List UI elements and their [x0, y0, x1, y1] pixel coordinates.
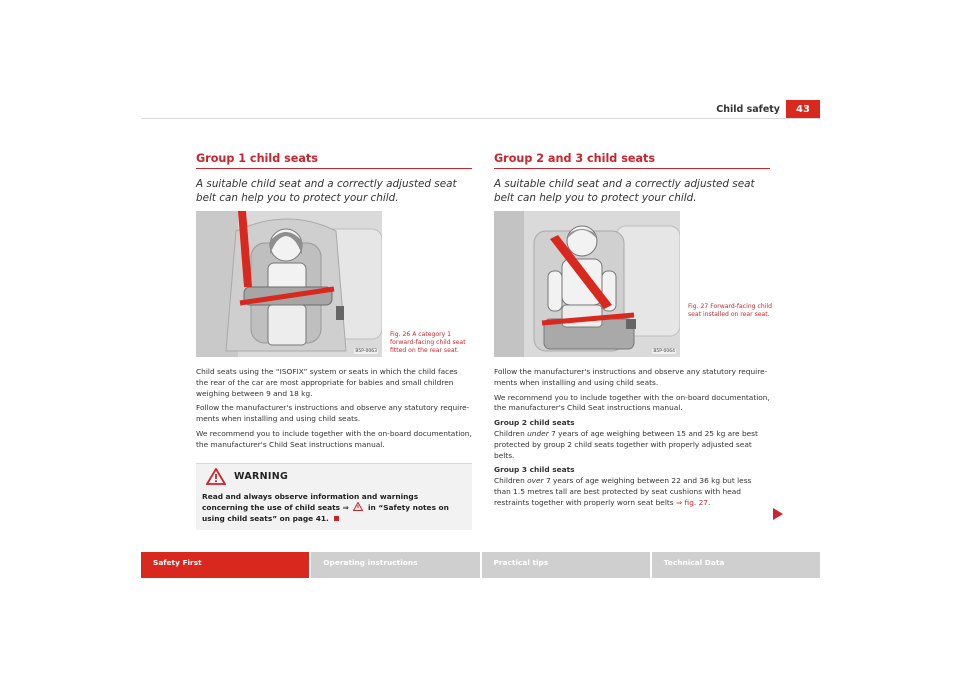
body-text-group1: [196, 367, 472, 451]
warning-label: WARNING: [234, 470, 289, 482]
figure-27-link[interactable]: ⇒ fig. 27: [676, 497, 709, 507]
warning-header: [206, 468, 466, 485]
running-header-title: Child safety: [716, 104, 780, 115]
footer-nav: [141, 552, 820, 578]
paragraph: We recommend you to include together with the on-board documentation, the manufacturer's Child Seat instructions manual.: [494, 392, 770, 413]
tab-practical-tips[interactable]: Practical tips: [482, 552, 650, 578]
intro-group2-3: A suitable child seat and a correctly adjusted seat belt can help you to protect your child.: [494, 178, 755, 204]
figure-27-caption: Fig. 27 Forward-facing child seat installed on rear seat.: [688, 303, 772, 318]
intro-group1: A suitable child seat and a correctly adjusted seat belt can help you to protect your child.: [196, 178, 457, 204]
group3-emphasis: over: [527, 476, 544, 486]
next-page-arrow-icon[interactable]: [773, 508, 783, 520]
page-number: 43: [786, 100, 820, 119]
paragraph: Follow the manufacturer's instructions and observe any statutory require-ments when installing and using child seats.: [196, 403, 470, 424]
group3-block: [494, 465, 770, 508]
group2-text: 7 years of age weighing between 15 and 25 kg are best protected by group 2 child seats together with properly adjusted seat belts.: [494, 428, 758, 460]
figure-27: [494, 211, 770, 357]
group2-block: [494, 418, 770, 461]
group2-heading: Group 2 child seats: [494, 418, 575, 428]
group3-heading: Group 3 child seats: [494, 465, 575, 475]
paragraph: Child seats using the “ISOFIX” system or seats in which the child faces the rear of the car are most appropriate for babies and small children weighing between 9 and 18 kg.: [196, 367, 458, 398]
group3-text: 7 years of age weighing between 22 and 36 kg but less than 1.5 metres tall are best protected by seat cushions with head restraints together with properly worn seat belts: [494, 476, 752, 507]
paragraph: Follow the manufacturer's instructions and observe any statutory require-ments when installing and using child seats.: [494, 367, 768, 387]
figure-26-caption: Fig. 26 A category 1 forward-facing child seat fitted on the rear seat.: [390, 331, 466, 354]
group2-prefix: Children: [494, 428, 525, 438]
warning-triangle-icon: [206, 468, 226, 485]
group2-emphasis: under: [527, 428, 549, 438]
warning-triangle-icon: [353, 502, 363, 511]
warning-text: [202, 491, 466, 524]
header-rule: [141, 118, 820, 119]
section-title-group2-3: Group 2 and 3 child seats: [494, 152, 770, 169]
left-column: [196, 152, 472, 530]
group3-prefix: Children: [494, 476, 525, 486]
warning-text-after: in “Safety notes on using child seats” on page 41.: [202, 502, 449, 523]
figure-27-code: B5P-0064: [653, 349, 675, 354]
right-column: [494, 152, 770, 513]
figure-26: [196, 211, 472, 357]
body-text-group2-3: [494, 367, 770, 509]
section-title-group1: Group 1 child seats: [196, 152, 472, 169]
figure-26-code: B5P-0063: [355, 349, 377, 354]
group3-end: .: [708, 497, 711, 507]
warning-box: [196, 463, 472, 530]
tab-safety-first[interactable]: Safety First: [141, 552, 309, 578]
end-of-section-icon: [334, 516, 339, 521]
figure-27-illustration: [494, 211, 680, 357]
tab-technical-data[interactable]: Technical Data: [652, 552, 820, 578]
figure-26-illustration: [196, 211, 382, 357]
warning-text-before: Read and always observe information and warnings concerning the use of child seats ⇒: [202, 491, 419, 512]
paragraph: We recommend you to include together with the on-board documentation, the manufacturer's Child Seat instructions manual.: [196, 428, 472, 449]
tab-operating-instructions[interactable]: Operating instructions: [311, 552, 479, 578]
